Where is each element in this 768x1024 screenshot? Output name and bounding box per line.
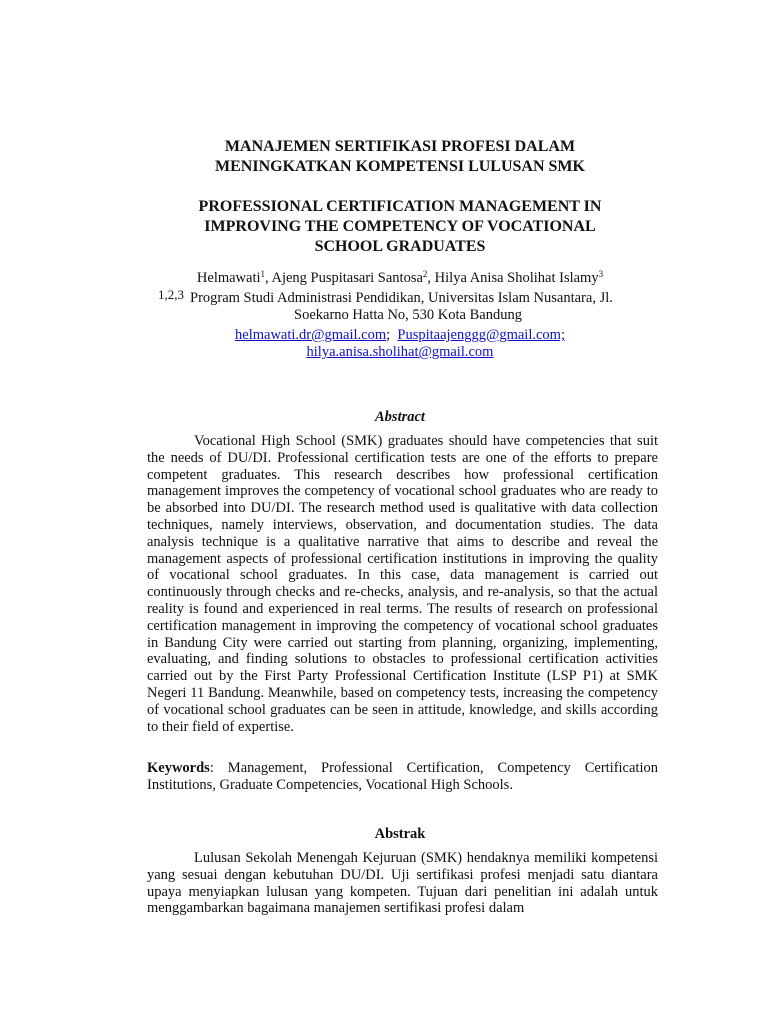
author-superscript: 3 [598,269,604,279]
keywords-label: Keywords [147,760,210,776]
author-name: Helmawati [196,270,261,286]
author-name: Hilya Anisa Sholihat Islamy [434,270,599,286]
title-english-line-3: SCHOOL GRADUATES [314,238,486,255]
affiliation [158,287,658,324]
abstract-body: Vocational High School (SMK) graduates should have competencies that suit the needs of DU/DI. Professional certification tests are one of the efforts to prepare competent graduates. This research describes how professional certification management improves the competency of vocational school graduates who are ready to be absorbed into DU/DI. The research method used is qualitative with data collection techniques, namely interviews, observation, and documentation studies. The data analysis technique is a qualitative narrative that aims to describe and reveal the management aspects of professional certification institutions in improving the quality of vocational school graduates. In this case, data management is carried out continuously through checks and re-checks, analysis, and re-analysis, so that the actual reality is found and experienced in real terms. The results of research on professional certification management in improving the competency of vocational school graduates in Bandung City were carried out starting from planning, organizing, implementing, evaluating, and finding solutions to obstacles to professional certification activities carried out by the First Party Professional Certification Institute (LSP P1) at SMK Negeri 11 Bandung. Meanwhile, based on competency tests, increasing the competency of vocational school graduates can be seen in attitude, knowledge, and skills according to their field of expertise. [147,433,658,735]
author-emails [140,327,660,361]
title-english [140,197,660,257]
author-list: Helmawati$^1$, Ajeng Puspitasari Santosa$^2$, Hilya Anisa Sholihat Islamy$^3$ [196,269,604,286]
title-indonesian-line-1: MANAJEMEN SERTIFIKASI PROFESI DALAM [224,138,576,155]
keywords [147,760,658,794]
title-indonesian [140,137,660,177]
keywords-text: : Management, Professional Certification, Competency Certification Institutions, Graduate Competencies, Vocational High Schools. [147,760,658,793]
email-link[interactable]: hilya.anisa.sholihat@gmail.com [306,344,494,360]
abstract-heading: Abstract [375,409,425,425]
affiliation-line-2: Soekarno Hatta No, 530 Kota Bandung [294,307,522,323]
affiliation-line-1: Program Studi Administrasi Pendidikan, Universitas Islam Nusantara, Jl. [190,290,613,306]
title-indonesian-line-2: MENINGKATKAN KOMPETENSI LULUSAN SMK [215,158,585,175]
abstrak-body: Lulusan Sekolah Menengah Kejuruan (SMK) hendaknya memiliki kompetensi yang sesuai dengan kebutuhan DU/DI. Uji sertifikasi profesi menjadi satu diantara upaya menyiapkan lulusan yang kompeten. Tujuan dari penelitian ini adalah untuk menggambarkan bagaimana manajemen sertifikasi profesi dalam [147,850,658,917]
author-superscript: 1 [260,269,266,279]
email-link[interactable]: Puspitaajenggg@gmail.com; [397,327,565,343]
email-link[interactable]: helmawati.dr@gmail.com [235,327,387,343]
author-superscript: 2 [422,269,428,279]
abstrak-heading: Abstrak [374,826,426,842]
title-english-line-1: PROFESSIONAL CERTIFICATION MANAGEMENT IN [198,198,602,215]
author-name: Ajeng Puspitasari Santosa [271,270,423,286]
title-english-line-2: IMPROVING THE COMPETENCY OF VOCATIONAL [204,218,596,235]
affiliation-marker: 1,2,3 [158,287,184,302]
email-separator: ; [386,327,391,343]
